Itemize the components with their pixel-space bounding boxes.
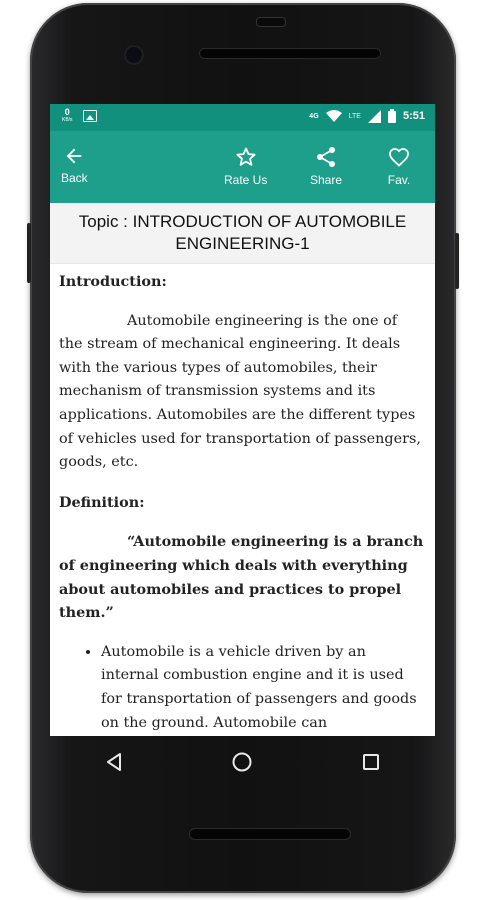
network-speed-value: 0	[64, 107, 70, 117]
triangle-back-icon	[104, 752, 124, 772]
heart-outline-icon	[386, 145, 412, 169]
rate-us-button[interactable]	[224, 145, 267, 187]
fav-label: Fav.	[387, 173, 411, 187]
navigation-bar	[50, 736, 435, 788]
star-outline-icon	[234, 145, 258, 169]
favorite-button[interactable]	[386, 145, 412, 187]
rate-us-label: Rate Us	[224, 173, 268, 187]
proximity-sensor	[256, 17, 286, 27]
article-content	[50, 264, 435, 735]
square-recents-icon	[361, 752, 381, 772]
circle-home-icon	[231, 751, 253, 773]
definition-quote: “Automobile engineering is a branch of engineering which deals with everything about automobiles and practices to propel them.”	[59, 533, 424, 622]
front-camera	[126, 47, 142, 63]
app-toolbar	[50, 131, 435, 203]
back-button[interactable]	[61, 145, 88, 185]
share-label: Share	[310, 173, 343, 187]
lte-label: LTE	[348, 112, 361, 120]
bullet-list	[59, 641, 425, 735]
bottom-speaker	[190, 829, 350, 839]
earpiece-speaker	[200, 49, 380, 58]
phone-screen	[50, 104, 435, 736]
definition-heading: Definition:	[59, 493, 145, 511]
network-speed	[62, 108, 73, 124]
share-icon	[314, 145, 338, 169]
bullet-item: • Automobile is a vehicle driven by an internal combustion engine and it is used for transportation of passengers and goods on the ground. Automobile can	[101, 641, 425, 735]
clock-time: 5:51	[402, 110, 425, 122]
power-button	[27, 223, 31, 283]
signal-icon	[368, 110, 381, 123]
introduction-heading: Introduction:	[59, 273, 167, 290]
battery-icon	[388, 109, 396, 123]
network-4g-badge: 4G	[309, 112, 319, 120]
network-speed-unit: KB/s	[62, 117, 73, 123]
topic-title: Topic : INTRODUCTION OF AUTOMOBILE ENGINEERING-1	[50, 203, 435, 264]
share-button[interactable]	[310, 145, 342, 187]
nav-back-button[interactable]	[94, 742, 134, 782]
wifi-icon	[326, 110, 342, 122]
image-notification-icon	[83, 110, 97, 122]
back-label: Back	[61, 171, 88, 185]
nav-recents-button[interactable]	[351, 742, 391, 782]
volume-button	[455, 233, 459, 289]
arrow-left-icon	[63, 145, 85, 167]
introduction-paragraph: Automobile engineering is the one of the stream of mechanical engineering. It deals with the various types of automobiles, their mechanism of transmission systems and its applications. Automobiles are the different types of vehicles used for transportation of passengers, goods, etc.	[59, 312, 422, 471]
nav-home-button[interactable]	[222, 742, 262, 782]
status-bar	[50, 104, 435, 131]
